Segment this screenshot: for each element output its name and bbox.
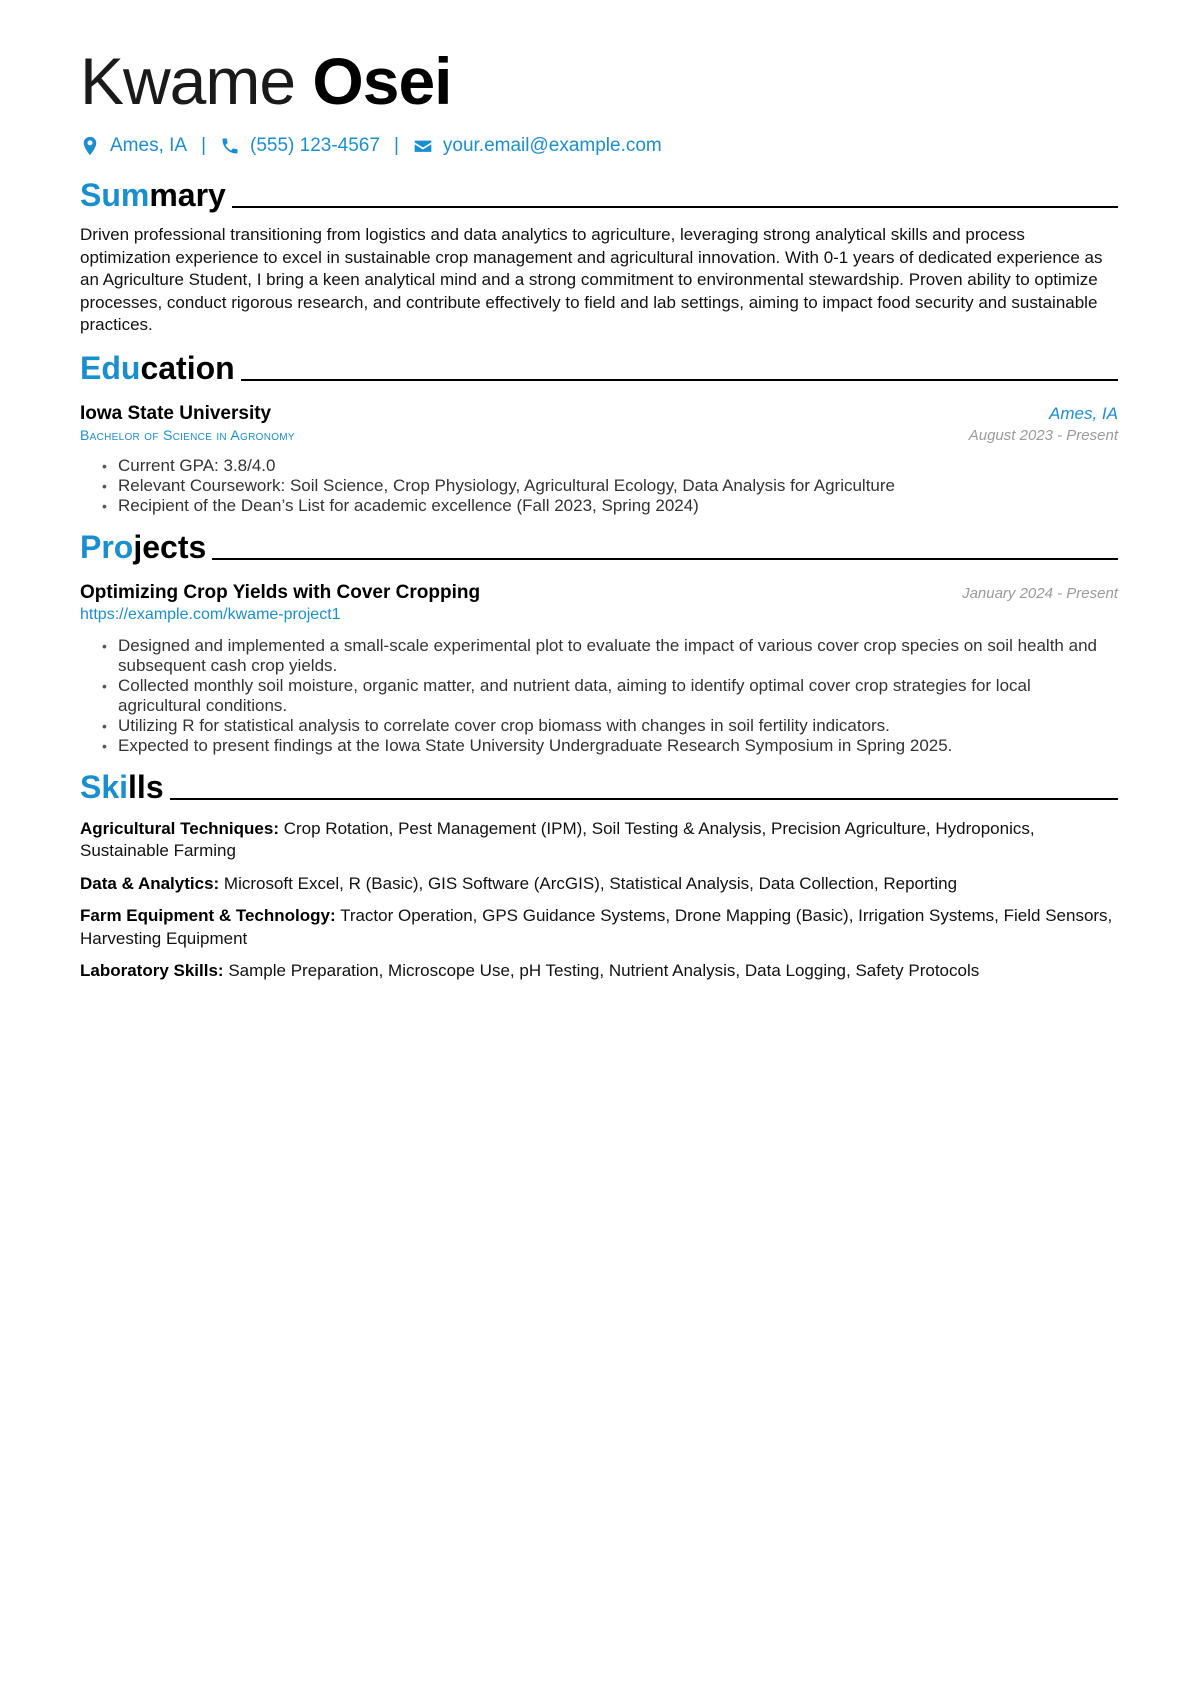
list-item: • Relevant Coursework: Soil Science, Crop Physiology, Agricultural Ecology, Data Analysis for Agriculture [80,476,1118,496]
contact-separator: | [201,135,207,156]
education-heading [80,349,1118,387]
phone-icon [220,136,240,156]
education-entry-head [80,401,1118,427]
contact-phone [220,135,380,157]
skill-group [80,818,1118,863]
list-item: • Current GPA: 3.8/4.0 [80,456,1118,476]
list-item: • Recipient of the Dean’s List for academic excellence (Fall 2023, Spring 2024) [80,496,1118,516]
list-item: • Designed and implemented a small-scale experimental plot to evaluate the impact of various cover crop species on soil health and subsequent cash crop yields. [80,636,1118,676]
school-location: Ames, IA [1049,403,1118,423]
skill-group [80,905,1118,950]
resume-page [80,40,1118,993]
degree-name: Bachelor of Science in Agronomy [80,426,295,443]
school-name: Iowa State University [80,402,272,424]
skill-group [80,873,1118,896]
first-name: Kwame [80,44,296,118]
project-name: Optimizing Crop Yields with Cover Cropping [80,581,481,603]
project-bullets [80,636,1118,756]
email-link[interactable]: your.email@example.com [442,135,662,156]
envelope-icon [413,136,433,156]
education-dates: August 2023 - Present [968,426,1118,444]
summary-heading [80,176,1118,214]
project-entry-head [80,580,1118,606]
project-link-row [80,606,1118,624]
skill-group-label: Data & Analytics: [80,873,220,893]
contact-location [80,135,187,157]
skills-heading-rest: lls [128,768,164,805]
location-text: Ames, IA [110,135,188,156]
skill-group-label: Agricultural Techniques: [80,818,279,838]
skill-group-items: Tractor Operation, GPS Guidance Systems, Drone Mapping (Basic), Irrigation Systems, Field Sensors, Harvesting Equipment [80,906,1113,948]
skill-group-items: Crop Rotation, Pest Management (IPM), Soil Testing & Analysis, Precision Agriculture, Hydroponics, Sustainable Farming [80,818,1035,860]
summary-heading-accent: Sum [80,177,150,213]
section-rule [232,206,1118,208]
education-bullets [80,456,1118,516]
skill-group [80,960,1118,983]
candidate-name [80,40,1118,122]
list-item: • Collected monthly soil moisture, organic matter, and nutrient data, aiming to identify optimal cover crop strategies for local agricultural conditions. [80,676,1118,716]
map-marker-icon [80,136,100,156]
contact-line [80,132,1118,160]
education-entry [80,401,1118,516]
list-item: • Expected to present findings at the Iowa State University Undergraduate Research Symposium in Spring 2025. [80,736,1118,756]
contact-email[interactable] [413,135,662,157]
phone-text: (555) 123-4567 [250,135,380,156]
projects-heading [80,528,1118,566]
projects-heading-accent: Pro [80,528,134,565]
section-rule [241,379,1118,381]
skills-heading-accent: Ski [80,768,129,805]
projects-heading-rest: jects [133,528,207,565]
skill-group-label: Farm Equipment & Technology: [80,906,336,925]
list-item: • Utilizing R for statistical analysis to correlate cover crop biomass with changes in soil fertility indicators. [80,716,1118,736]
skills-list [80,818,1118,983]
project-dates: January 2024 - Present [962,584,1118,602]
section-rule [212,558,1118,560]
education-entry-sub [80,427,1118,444]
project-entry [80,580,1118,756]
education-heading-rest: cation [140,349,235,386]
last-name: Osei [312,44,452,118]
skill-group-label: Laboratory Skills: [80,961,224,980]
project-link[interactable]: https://example.com/kwame-project1 [80,605,341,623]
skill-group-items: Microsoft Excel, R (Basic), GIS Software (ArcGIS), Statistical Analysis, Data Collection, Reporting [223,873,958,893]
education-heading-accent: Edu [80,349,141,386]
section-rule [170,798,1118,800]
skills-heading [80,768,1118,806]
summary-heading-rest: mary [149,177,226,213]
contact-separator: | [393,135,399,156]
skill-group-items: Sample Preparation, Microscope Use, pH Testing, Nutrient Analysis, Data Logging, Safety Protocols [228,961,980,980]
summary-text: Driven professional transitioning from logistics and data analytics to agriculture, leveraging strong analytical skills and process optimization experience to excel in sustainable crop management and agricultural innovation. With 0-1 years of dedicated experience as an Agriculture Student, I bring a keen analytical mind and a strong commitment to environmental stewardship. Proven ability to optimize processes, conduct rigorous research, and contribute effectively to field and lab settings, aiming to impact food security and sustainable practices. [80,225,1103,334]
